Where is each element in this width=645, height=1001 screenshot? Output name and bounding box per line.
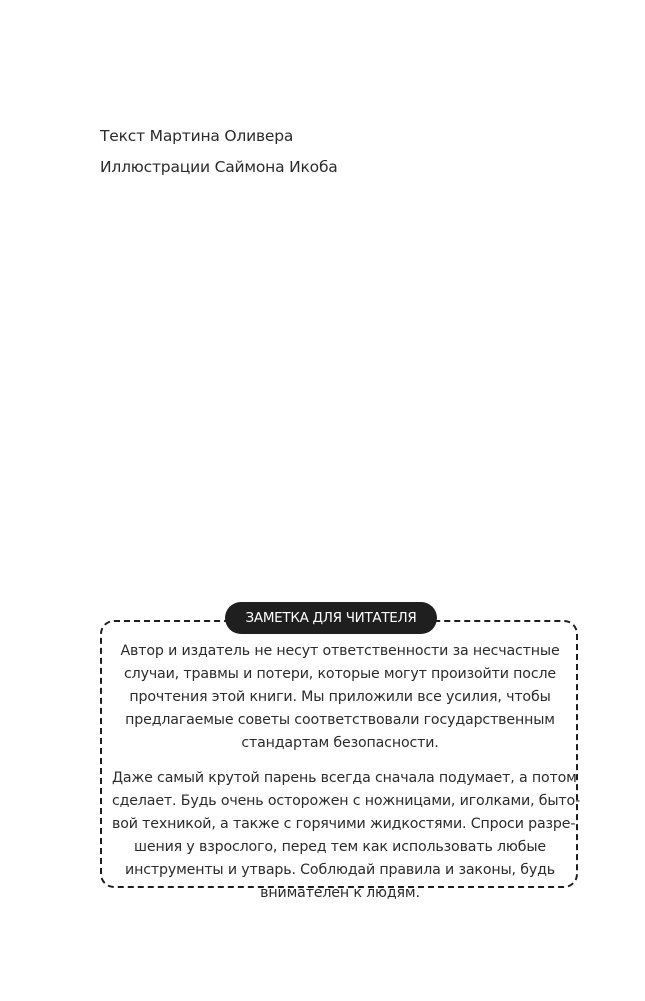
reader-note-label: ЗАМЕТКА ДЛЯ ЧИТАТЕЛЯ — [225, 602, 437, 634]
text-line: прочтения этой книги. Мы приложили все усилия, чтобы — [129, 689, 551, 705]
text-line: стандартам безопасности. — [241, 735, 439, 751]
reader-note-body — [112, 640, 581, 905]
safety-advice-paragraph — [112, 767, 581, 905]
text-line: Даже самый крутой парень всегда сначала подумает, а потом — [112, 770, 577, 786]
text-line: шения у взрослого, перед тем как использовать любые — [134, 839, 546, 855]
text-line: инструменты и утварь. Соблюдай правила и законы, будь — [125, 862, 555, 878]
text-line: предлагаемые советы соответствовали государственным — [125, 712, 555, 728]
text-line: сделает. Будь очень осторожен с ножницами, иголками, быто- — [112, 793, 581, 809]
text-line: Автор и издатель не несут ответственности за несчастные — [120, 643, 560, 659]
text-author-credit: Текст Мартина Оливера — [100, 127, 294, 145]
credits-block — [100, 121, 338, 183]
text-line: вой техникой, а также с горячими жидкостями. Спроси разре- — [112, 816, 576, 832]
text-line: внимателен к людям. — [260, 885, 420, 901]
text-line: случаи, травмы и потери, которые могут произойти после — [124, 666, 556, 682]
disclaimer-paragraph — [112, 640, 568, 755]
illustrator-credit: Иллюстрации Саймона Икоба — [100, 158, 338, 176]
